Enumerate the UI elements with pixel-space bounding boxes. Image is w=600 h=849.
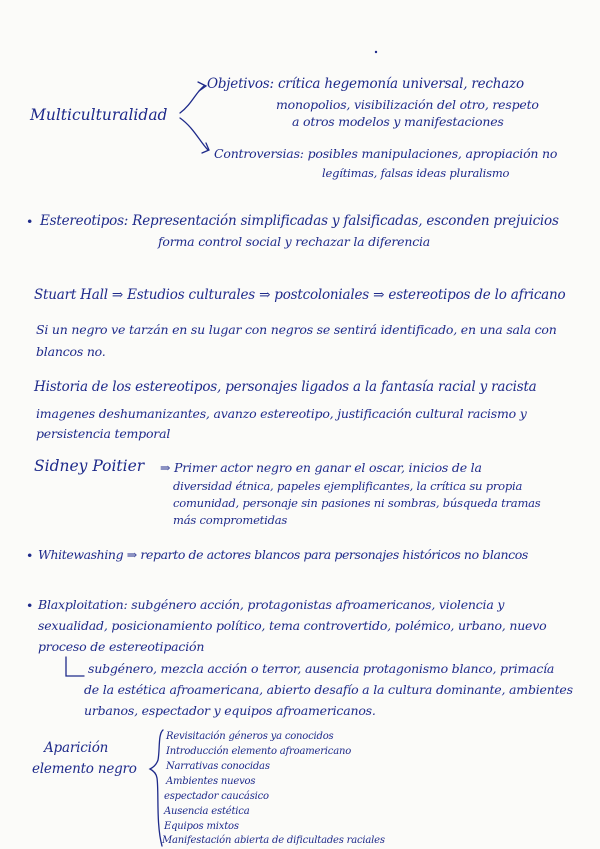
aparicion-item: Equipos mixtos — [164, 821, 239, 832]
aparicion-item: Manifestación abierta de dificultades raciales — [162, 835, 385, 846]
sidney-line-4: más comprometidas — [173, 513, 288, 527]
controversias-line-2: legítimas, falsas ideas pluralismo — [322, 166, 510, 180]
objetivos-line-2: monopolios, visibilización del otro, respeto — [276, 97, 539, 112]
branch-objetivos — [180, 86, 204, 113]
aparicion-item: Introducción elemento afroamericano — [166, 746, 352, 757]
bullet-dot: • — [26, 598, 34, 613]
brace-aparicion — [150, 730, 163, 846]
historia-line-1: Historia de los estereotipos, personajes ligados a la fantasía racial y racista — [34, 379, 537, 395]
blaxploitation-line-3: proceso de estereotipación — [38, 639, 205, 654]
blaxploitation-sub-1: subgénero, mezcla acción o terror, ausencia protagonismo blanco, primacía — [88, 661, 555, 676]
estereotipos-line-1: Estereotipos: Representación simplificadas y falsificadas, esconden prejuicios — [40, 213, 559, 229]
sidney-line-3: comunidad, personaje sin pasiones ni sombras, búsqueda tramas — [173, 496, 541, 510]
sidney-line-1: ⇒ Primer actor negro en ganar el oscar, inicios de la — [160, 460, 482, 475]
aparicion-item: Ausencia estética — [164, 806, 250, 817]
aparicion-item: Revisitación géneros ya conocidos — [166, 731, 334, 742]
controversias-line-1: Controversias: posibles manipulaciones, apropiación no — [214, 146, 558, 161]
stuart-line-3: blancos no. — [36, 344, 106, 359]
blaxploitation-line-1: Blaxploitation: subgénero acción, protagonistas afroamericanos, violencia y — [38, 597, 505, 612]
bullet-dot: • — [26, 214, 34, 229]
blaxploitation-sub-2: de la estética afroamericana, abierto desafío a la cultura dominante, ambientes — [84, 682, 573, 697]
ink-dot — [375, 51, 377, 53]
blaxploitation-sub-3: urbanos, espectador y equipos afroamericanos. — [84, 703, 376, 718]
arrow-blaxploitation-sub — [66, 657, 84, 676]
historia-line-3: persistencia temporal — [36, 426, 171, 441]
estereotipos-line-2: forma control social y rechazar la diferencia — [158, 234, 431, 249]
arrowhead-controversias — [202, 143, 209, 153]
historia-line-2: imagenes deshumanizantes, avanzo estereotipo, justificación cultural racismo y — [36, 406, 527, 421]
branch-controversias — [180, 118, 208, 150]
blaxploitation-line-2: sexualidad, posicionamiento político, tema controvertido, polémico, urbano, nuevo — [38, 618, 547, 633]
aparicion-item: Narrativas conocidas — [166, 761, 270, 772]
stuart-line-1: Stuart Hall ⇒ Estudios culturales ⇒ postcoloniales ⇒ estereotipos de lo africano — [34, 287, 566, 303]
aparicion-label-2: elemento negro — [32, 761, 137, 777]
aparicion-item: espectador caucásico — [164, 791, 269, 802]
objetivos-line-3: a otros modelos y manifestaciones — [292, 114, 504, 129]
bullet-dot: • — [26, 548, 34, 563]
sidney-name: Sidney Poitier — [34, 457, 145, 475]
stuart-line-2: Si un negro ve tarzán en su lugar con negros se sentirá identificado, en una sala con — [36, 322, 557, 337]
aparicion-item: Ambientes nuevos — [166, 776, 256, 787]
arrowhead-objetivos — [198, 82, 206, 91]
whitewashing-line: Whitewashing ⇒ reparto de actores blancos para personajes históricos no blancos — [38, 547, 528, 562]
heading-multiculturalidad: Multiculturalidad — [30, 106, 168, 124]
objetivos-line-1: Objetivos: crítica hegemonía universal, rechazo — [207, 76, 524, 92]
sidney-line-2: diversidad étnica, papeles ejemplificantes, la crítica su propia — [173, 479, 523, 493]
aparicion-label-1: Aparición — [44, 740, 109, 756]
